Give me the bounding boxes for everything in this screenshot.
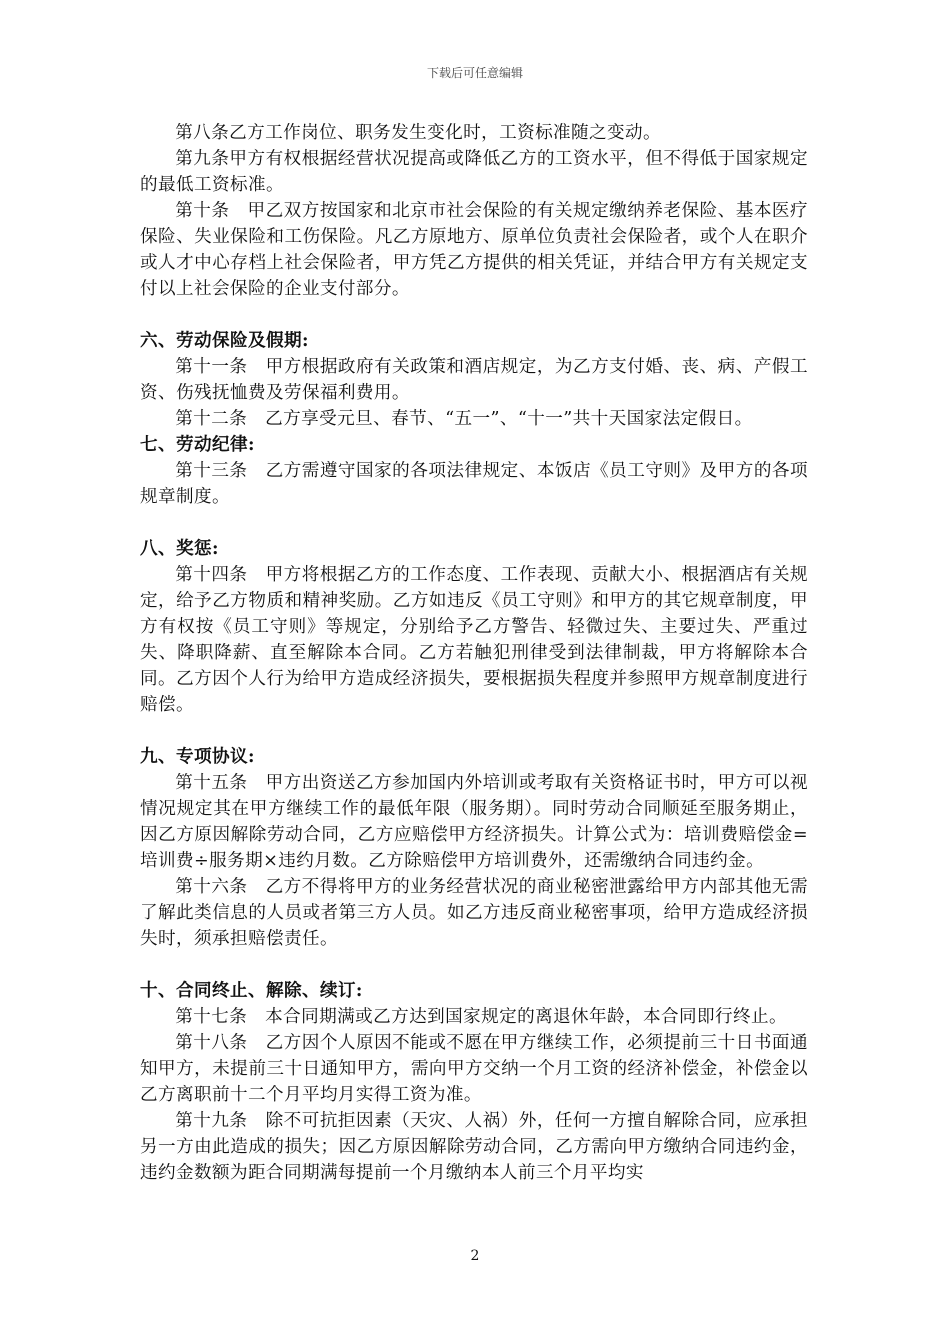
page-header: 下载后可任意编辑 xyxy=(426,66,523,80)
article-8: 第八条乙方工作岗位、职务发生变化时，工资标准随之变动。 xyxy=(175,123,662,143)
article-16: 第十六条 乙方不得将甲方的业务经营状况的商业秘密泄露给甲方内部其他无需了解此类信息的人员或者第三方人员。如乙方违反商业秘密事项，给甲方造成经济损失时，须承担赔偿责任。 xyxy=(140,877,808,949)
article-9: 第九条甲方有权根据经营状况提高或降低乙方的工资水平，但不得低于国家规定的最低工资标准。 xyxy=(140,149,808,195)
section-gap xyxy=(140,718,808,744)
article-14: 第十四条 甲方将根据乙方的工作态度、工作表现、贡献大小、根据酒店有关规定，给予乙方物质和精神奖励。乙方如违反《员工守则》和甲方的其它规章制度，甲方有权按《员工守则》等规定，分别给予乙方警告、轻微过失、主要过失、严重过失、降职降薪、直至解除本合同。乙方若触犯刑律受到法律制裁，甲方将解除本合同。乙方因个人行为给甲方造成经济损失，要根据损失程度并参照甲方规章制度进行赔偿。 xyxy=(140,565,808,715)
article-12: 第十二条 乙方享受元旦、春节、“五一”、“十一”共十天国家法定假日。 xyxy=(175,409,753,429)
article-10: 第十条 甲乙双方按国家和北京市社会保险的有关规定缴纳养老保险、基本医疗保险、失业保险和工伤保险。凡乙方原地方、原单位负责社会保险者，或个人在职介或人才中心存档上社会保险者，甲方凭乙方提供的相关凭证，并结合甲方有关规定支付以上社会保险的企业支付部分。 xyxy=(140,201,808,299)
section-gap xyxy=(140,952,808,978)
section-heading-7: 七、劳动纪律: xyxy=(140,434,255,455)
section-heading-10: 十、合同终止、解除、续订: xyxy=(140,980,363,1001)
section-heading-9: 九、专项协议: xyxy=(140,746,255,767)
article-19: 第十九条 除不可抗拒因素（天灾、人祸）外，任何一方擅自解除合同，应承担另一方由此造成的损失；因乙方原因解除劳动合同，乙方需向甲方缴纳合同违约金，违约金数额为距合同期满每提前一个月缴纳本人前三个月平均实 xyxy=(140,1111,808,1183)
article-18: 第十八条 乙方因个人原因不能或不愿在甲方继续工作，必须提前三十日书面通知甲方，未提前三十日通知甲方，需向甲方交纳一个月工资的经济补偿金，补偿金以乙方离职前十二个月平均月实得工资为准。 xyxy=(140,1033,808,1105)
section-heading-8: 八、奖惩: xyxy=(140,538,219,559)
article-15: 第十五条 甲方出资送乙方参加国内外培训或考取有关资格证书时，甲方可以视情况规定其在甲方继续工作的最低年限（服务期）。同时劳动合同顺延至服务期止，因乙方原因解除劳动合同，乙方应赔偿甲方经济损失。计算公式为：培训费赔偿金=培训费÷服务期×违约月数。乙方除赔偿甲方培训费外，还需缴纳合同违约金。 xyxy=(140,773,808,871)
article-11: 第十一条 甲方根据政府有关政策和酒店规定，为乙方支付婚、丧、病、产假工资、伤残抚恤费及劳保福利费用。 xyxy=(140,357,808,403)
document-body xyxy=(140,120,808,1186)
article-17: 第十七条 本合同期满或乙方达到国家规定的离退休年龄，本合同即行终止。 xyxy=(175,1007,787,1027)
section-heading-6: 六、劳动保险及假期: xyxy=(140,330,309,351)
page-number: 2 xyxy=(470,1248,480,1264)
section-gap xyxy=(140,510,808,536)
section-gap xyxy=(140,302,808,328)
article-13: 第十三条 乙方需遵守国家的各项法律规定、本饭店《员工守则》及甲方的各项规章制度。 xyxy=(140,461,808,507)
